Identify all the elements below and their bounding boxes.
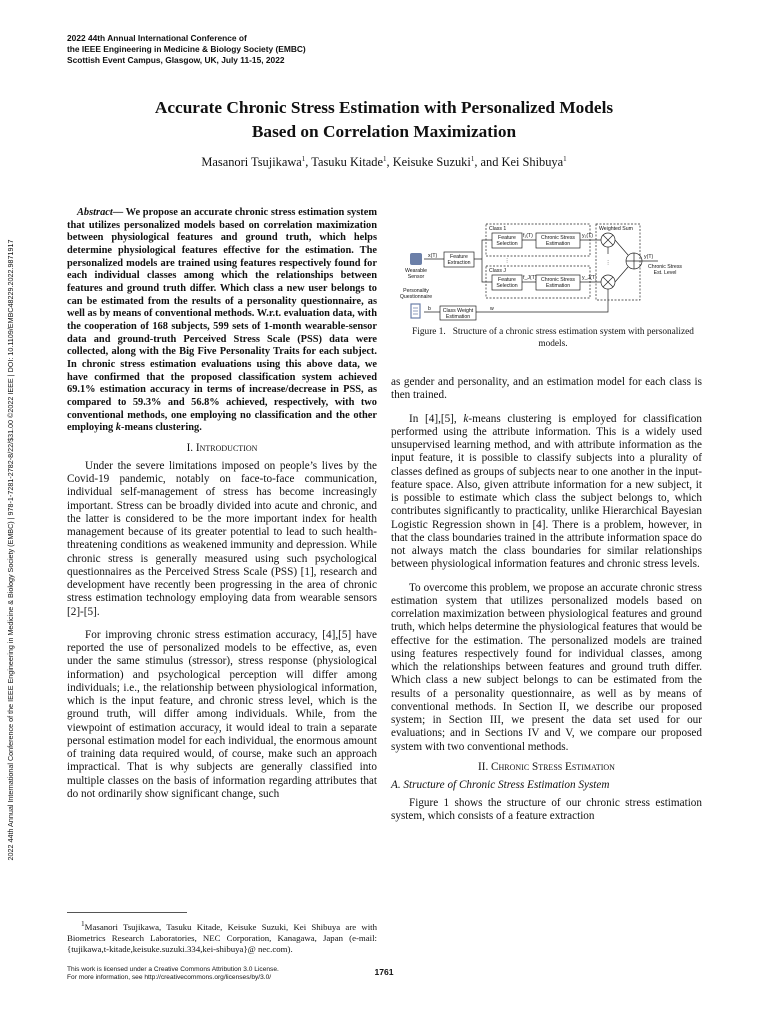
author-name: Masanori Tsujikawa [201,155,302,170]
right-paragraph-2 [391,413,702,572]
author-name: , Keisuke Suzuki [386,155,471,170]
paper-title-line: Accurate Chronic Stress Estimation with Personalized Models [154,98,614,117]
abstract-dash: — [112,207,126,218]
abstract-label: Abstract [77,207,113,218]
fig-label-personality: Questionnaire [400,294,433,300]
author-affil-mark: 1 [563,155,567,163]
wearable-sensor-icon [410,253,422,265]
paper-title-line: Based on Correlation Maximization [251,122,517,141]
license-notice [67,966,367,983]
fig-label-wearable: Sensor [407,274,425,280]
fig-label-feature-extraction: Extraction [447,260,471,266]
author-name: , Tasuku Kitade [305,155,383,170]
paper-title [60,96,708,144]
right-paragraph-2-a: In [4],[5], [409,412,464,425]
conference-header-line: the IEEE Engineering in Medicine & Biology Society (EMBC) [67,43,306,54]
fig-label-dots: ⋮ [605,260,611,266]
author-affil-mark: 1 [470,155,475,163]
section-heading-2: II. Chronic Stress Estimation [478,760,615,773]
figure-caption-text: Structure of a chronic stress estimation system with personalized models. [452,327,694,349]
author-affil-mark: 1 [301,155,306,163]
fig-label-output: Chronic Stress [647,264,683,270]
fig-label-b: b [428,306,431,312]
fig-label-dots: ⋮ [504,258,510,264]
footnote-text: Masanori Tsujikawa, Tasuku Kitade, Keisuke Suzuki, Kei Shibuya are with Biometrics Research Laboratories, NEC Corporation, Kanagawa, Japan (e-mail: {tujikawa,t-kitade,keisuke.suzuki.334,kei-shibuya}@ nec.com). [67,921,377,955]
fig-label-weighted-sum: Weighted Sum [599,226,633,232]
left-column [67,207,377,801]
conference-header-line: 2022 44th Annual International Conference of [67,33,247,43]
page-number: 1761 [374,967,394,977]
right-paragraph-1: as gender and personality, and an estimation model for each class is then trained. [391,376,702,402]
sec2-paragraph-1: Figure 1 shows the structure of our chronic stress estimation system, which consists of a feature extraction [391,796,702,822]
fig-label-class-weight: Estimation [445,314,471,320]
conference-header-line: Scottish Event Campus, Glasgow, UK, July 11-15, 2022 [67,54,285,65]
figure-caption-label: Figure 1. [412,327,446,337]
fig-label-feature-selection-j: Feature [498,277,516,283]
license-line: For more information, see http://creativecommons.org/licenses/by/3.0/ [67,974,272,982]
fig-label-fj: f_J(T) [523,275,537,281]
license-line: This work is licensed under a Creative Commons Attribution 3.0 License. [67,966,279,973]
intro-paragraph-1: Under the severe limitations imposed on people’s lives by the Covid-19 pandemic, notably on face-to-face communication, individual self-management of stress has become increasingly important. Stress can be broadly divided into acute and chronic, and the latter is considered to be the more important index for health management because of its greater potential to lead to such health-threatening conditions as weakened immunity and depression. While chronic stress is generally measured using such psychological questionnaires as the Perceived Stress Scale (PSS) [1], research and development have recently been progressing in the area of chronic stress estimation technology employing data from wearable sensors [2]-[5]. [67,459,377,618]
fig-label-cse-j: Chronic Stress [540,277,576,283]
footnote [67,918,377,956]
abstract-k: k [115,422,121,434]
fig-label-output: Est. Level [653,270,677,276]
fig-label-cse-1: Chronic Stress [540,235,576,241]
fig-label-feature-selection-1: Selection [496,241,518,247]
footnote-rule [67,912,187,913]
conference-header [67,33,407,65]
fig-label-class-weight: Class Weight [442,308,474,314]
fig-label-cse-j: Estimation [545,283,571,289]
side-doi-strip [4,130,18,970]
author-list [60,155,708,170]
right-paragraph-2-k: k [463,412,469,425]
fig-label-f1: f₁(T) [523,233,533,239]
figure-1-caption [410,327,696,350]
fig-label-yj: y_J(T) [582,275,597,281]
fig-label-w: w [490,306,494,312]
fig-label-y: y(T) [644,254,654,260]
figure-1-svg [400,222,700,322]
subsection-heading-2a: A. Structure of Chronic Stress Estimation System [391,778,610,791]
abstract-text: We propose an accurate chronic stress estimation system that utilizes personalized models based on correlation maximization between physiological features and ground truth, which helps determine physiological features effective for the estimation. The personalized models are trained using features respectively found for each individual classes among which the relationships between features and ground truth differ. Which class a new user belongs to can be estimated from the results of a personality questionnaire, as well as by means of conventional methods. W.r.t. evaluation data, with the cooperation of 168 subjects, 599 sets of 1-month wearable-sensor data and ground-truth Perceived Stress Scale (PSS) data were collected, along with the Big Five Personality Traits for each subject. In chronic stress estimation evaluations using this above data, we have confirmed that the proposed classification system achieved 69.1% estimation accuracy in terms of increase/decrease in PSS, as compared to 59.3% and 56.8% achieved, respectively, with two conventional methods, one employing no classification and the other employing [67,207,377,434]
fig-label-cse-1: Estimation [545,241,571,247]
fig-label-feature-extraction: Feature [450,254,468,260]
fig-label-class1: Class 1 [489,226,507,232]
section-heading-intro: I. Introduction [186,441,258,454]
fig-label-wearable: Wearable [404,268,428,274]
fig-label-y1: y₁(T) [582,233,593,239]
fig-label-x: x(T) [428,253,438,259]
right-column [391,376,702,823]
abstract-tail: -means clustering. [121,422,202,434]
footnote-mark: 1 [81,919,85,928]
fig-label-personality: Personality [403,288,429,294]
fig-label-classj: Class J [489,268,507,274]
abstract [67,207,377,435]
intro-paragraph-2: For improving chronic stress estimation accuracy, [4],[5] have reported the use of personalized models to be effective, as, even under the same stimulus (stressor), stress response (physiological information) and psychological perception will differ among individuals; i.e., the relationship between physiological information, which is the input feature, and chronic stress level, which is the ground truth, will differ among individuals. While, from the viewpoint of estimation accuracy, it would ideal to train a separate personal estimation model for each individual, the enormous amount of training data required would, of course, make such an approach impractical. That is why subjects are generally classified into multiple classes on the basis of information regarding attributes that do not ordinarily show significant change, such [67,628,377,800]
fig-label-feature-selection-1: Feature [498,235,516,241]
fig-label-feature-selection-j: Selection [496,283,518,289]
right-paragraph-2-b: -means clustering is employed for classification performed using the attribute information. This is a widely used unsupervised learning method, and with attribute information as the input feature, it is possible to classify subjects into a plurality of classes defined as groups of subjects near to one another in the input-feature space. Also, given attribute information for a new subject, it is possible to estimate which class the subject belongs to, which contributes significantly to practicality, unlike Hierarchical Bayesian Logistic Regression shown in [4]. There is a problem, however, in that the class boundaries trained in the attribute information space do not always match the class boundaries for similar relationships between physiological information features and chronic stress levels. [391,412,702,571]
author-name: , and Kei Shibuya [474,155,564,170]
side-doi-text: 2022 44th Annual International Conference of the IEEE Engineering in Medicine & Biology Society (EMBC) | 978-1-7281-2782-8/22/$31.00 ©2022 IEEE | DOI: 10.1109/EMBC48229.2022.9871917 [6,239,15,861]
right-paragraph-3: To overcome this problem, we propose an accurate chronic stress estimation system that utilizes personalized models based on correlation maximization between physiological features and ground truth, which helps determine the physiological features that would be effective for the estimation. The personalized models are trained using features respectively found for individual classes, among which the relationships between features and ground truth differ. Which class a new subject belongs to can be estimated from the results of a personality questionnaire, as well as by means of conventional methods. In Section II, we describe our proposed system; in Section III, we present the data set used for our evaluations; and in Sections IV and V, we compare our proposed system with two conventional methods. [391,581,702,753]
author-affil-mark: 1 [383,155,387,163]
figure-1-diagram [400,222,700,322]
